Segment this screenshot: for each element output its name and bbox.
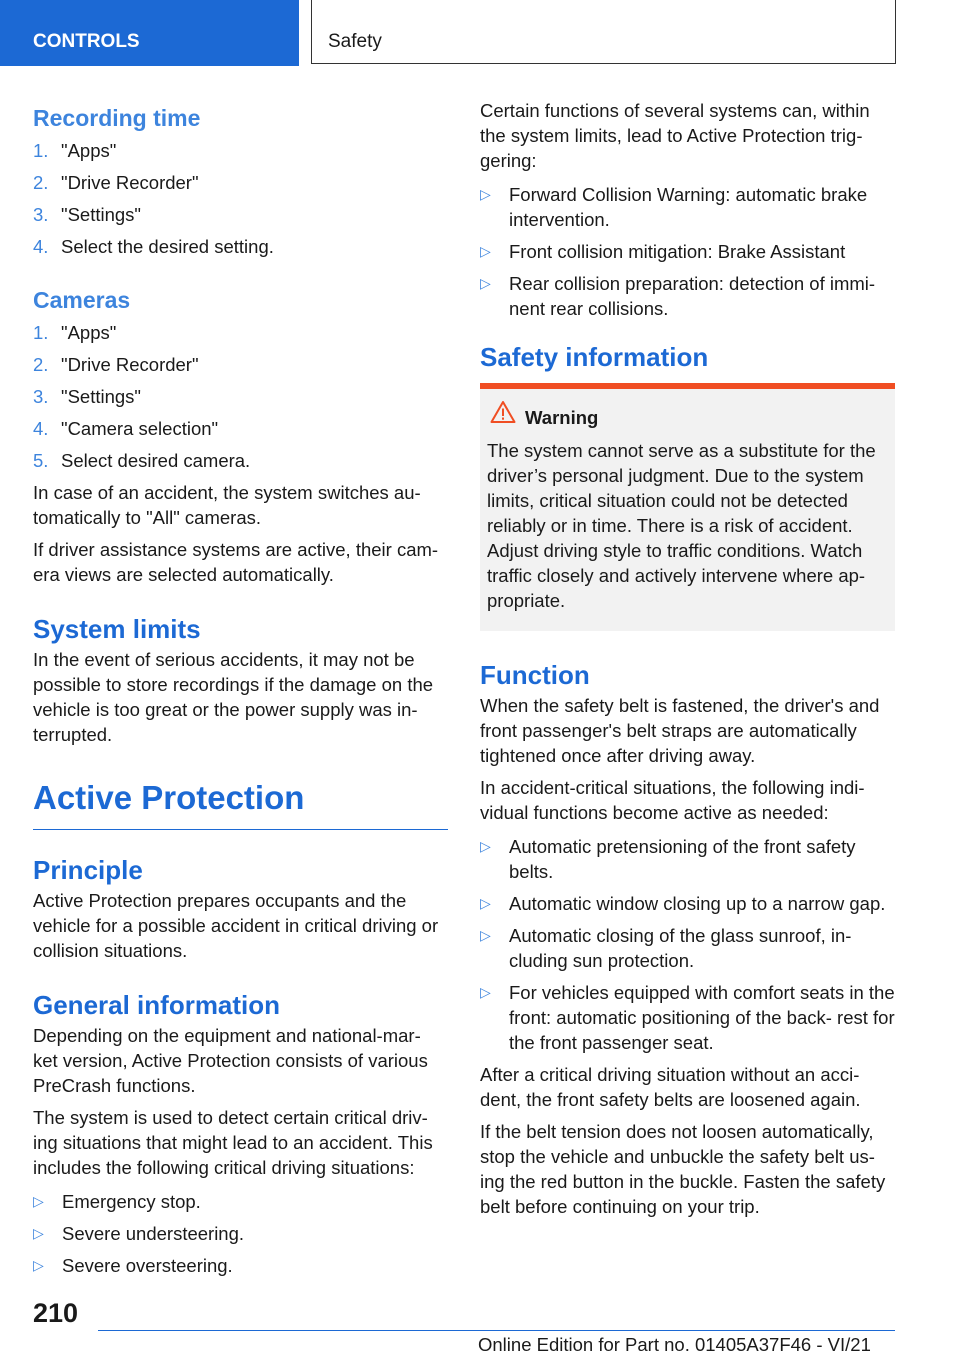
paragraph: The system is used to detect certain critical driv‐ ing situations that might lead to an accident. This includes the following critical driving situations: <box>33 1107 433 1178</box>
step-number: 2. <box>33 172 49 193</box>
step-number: 1. <box>33 140 49 161</box>
page-number: 210 <box>33 1298 79 1328</box>
step-text: Select the desired setting. <box>61 236 274 257</box>
trigger-systems-list <box>480 182 895 321</box>
bullet-triangle-icon: ▷ <box>480 984 491 1000</box>
step-number: 5. <box>33 450 49 471</box>
functions-list <box>480 834 895 1055</box>
paragraph: In case of an accident, the system switches au‐ tomatically to "All" cameras. <box>33 482 421 528</box>
recording-steps <box>33 138 448 266</box>
footer-divider <box>98 1330 895 1331</box>
paragraph: After a critical driving situation without an acci‐ dent, the front safety belts are loosened again. <box>480 1064 861 1110</box>
step-number: 4. <box>33 418 49 439</box>
bullet-triangle-icon: ▷ <box>480 895 491 911</box>
list-text: Forward Collision Warning: automatic brake intervention. <box>509 184 868 230</box>
list-item <box>33 1221 448 1246</box>
warning-text: The system cannot serve as a substitute for the driver’s personal judgment. Due to the system limits, critical situation could not be detected reliably or in time. There is a risk of accident. Adjust driving style to traffic conditions. Watch traffic closely and actively intervene where ap‐ propriate. <box>487 440 876 611</box>
principle-heading: Principle <box>33 855 143 885</box>
list-text: Severe oversteering. <box>62 1255 233 1276</box>
list-item <box>33 202 448 234</box>
list-item <box>33 1189 448 1214</box>
step-text: "Apps" <box>61 322 117 343</box>
list-item <box>480 182 895 232</box>
right-column <box>480 98 895 1226</box>
list-text: Automatic window closing up to a narrow gap. <box>509 893 886 914</box>
paragraph: Certain functions of several systems can, within the system limits, lead to Active Protection trig‐ gering: <box>480 100 870 171</box>
function-heading: Function <box>480 660 590 690</box>
warning-header <box>487 405 888 430</box>
step-text: "Settings" <box>61 386 141 407</box>
warning-box <box>480 383 895 631</box>
situations-list <box>33 1189 448 1278</box>
bullet-triangle-icon: ▷ <box>480 838 491 854</box>
warning-triangle-icon <box>490 400 516 430</box>
paragraph: In accident-critical situations, the following indi‐ vidual functions become active as needed: <box>480 777 865 823</box>
step-number: 3. <box>33 386 49 407</box>
paragraph: Depending on the equipment and national-mar‐ ket version, Active Protection consists of various PreCrash functions. <box>33 1025 428 1096</box>
list-text: Emergency stop. <box>62 1191 201 1212</box>
bullet-triangle-icon: ▷ <box>33 1257 44 1273</box>
list-text: Rear collision preparation: detection of immi‐ nent rear collisions. <box>509 273 876 319</box>
step-text: "Camera selection" <box>61 418 219 439</box>
list-item <box>480 980 895 1055</box>
list-item <box>33 234 448 266</box>
warning-label: Warning <box>525 407 599 428</box>
step-number: 2. <box>33 354 49 375</box>
list-item <box>33 448 448 480</box>
bullet-triangle-icon: ▷ <box>480 927 491 943</box>
step-text: "Apps" <box>61 140 117 161</box>
list-item <box>33 352 448 384</box>
bullet-triangle-icon: ▷ <box>33 1225 44 1241</box>
step-number: 4. <box>33 236 49 257</box>
step-text: "Drive Recorder" <box>61 172 199 193</box>
edition-text: Online Edition for Part no. 01405A37F46 - VI/21 <box>478 1334 871 1355</box>
paragraph: When the safety belt is fastened, the driver's and front passenger's belt straps are automatically tightened once after driving away. <box>480 695 880 766</box>
list-item <box>33 170 448 202</box>
list-text: For vehicles equipped with comfort seats in the front: automatic positioning of the back‐ rest for the front passenger seat. <box>509 982 895 1053</box>
list-text: Automatic pretensioning of the front safety belts. <box>509 836 856 882</box>
paragraph: If the belt tension does not loosen automatically, stop the vehicle and unbuckle the safety belt us‐ ing the red button in the buckle. Fasten the safety belt before continuing on your trip. <box>480 1121 886 1217</box>
bullet-triangle-icon: ▷ <box>480 243 491 259</box>
list-item <box>480 239 895 264</box>
paragraph: In the event of serious accidents, it may not be possible to store recordings if the damage on the vehicle is too great or the power supply was in‐ terrupted. <box>33 649 434 745</box>
safety-information-heading: Safety information <box>480 342 709 372</box>
active-protection-heading: Active Protection <box>33 779 305 816</box>
recording-time-heading: Recording time <box>33 105 201 131</box>
bullet-triangle-icon: ▷ <box>33 1193 44 1209</box>
list-item <box>480 271 895 321</box>
system-limits-heading: System limits <box>33 614 201 644</box>
step-text: "Settings" <box>61 204 141 225</box>
heading-divider <box>33 829 448 830</box>
paragraph: If driver assistance systems are active, their cam‐ era views are selected automatically. <box>33 539 439 585</box>
list-item <box>33 138 448 170</box>
list-text: Automatic closing of the glass sunroof, in‐ cluding sun protection. <box>509 925 852 971</box>
page-footer <box>0 1290 960 1362</box>
bullet-triangle-icon: ▷ <box>480 275 491 291</box>
page-header <box>0 0 960 66</box>
step-number: 3. <box>33 204 49 225</box>
list-text: Front collision mitigation: Brake Assistant <box>509 241 846 262</box>
list-item <box>33 320 448 352</box>
section-tab: CONTROLS <box>0 0 299 66</box>
list-item <box>480 923 895 973</box>
list-item <box>33 416 448 448</box>
list-text: Severe understeering. <box>62 1223 245 1244</box>
list-item <box>480 834 895 884</box>
cameras-steps <box>33 320 448 480</box>
step-text: "Drive Recorder" <box>61 354 199 375</box>
left-column <box>33 98 448 1285</box>
step-text: Select desired camera. <box>61 450 251 471</box>
list-item <box>33 1253 448 1278</box>
bullet-triangle-icon: ▷ <box>480 186 491 202</box>
list-item <box>480 891 895 916</box>
cameras-heading: Cameras <box>33 287 131 313</box>
general-information-heading: General information <box>33 990 281 1020</box>
list-item <box>33 384 448 416</box>
paragraph: Active Protection prepares occupants and the vehicle for a possible accident in critical driving or collision situations. <box>33 890 439 961</box>
step-number: 1. <box>33 322 49 343</box>
topic-tab: Safety <box>311 0 896 64</box>
